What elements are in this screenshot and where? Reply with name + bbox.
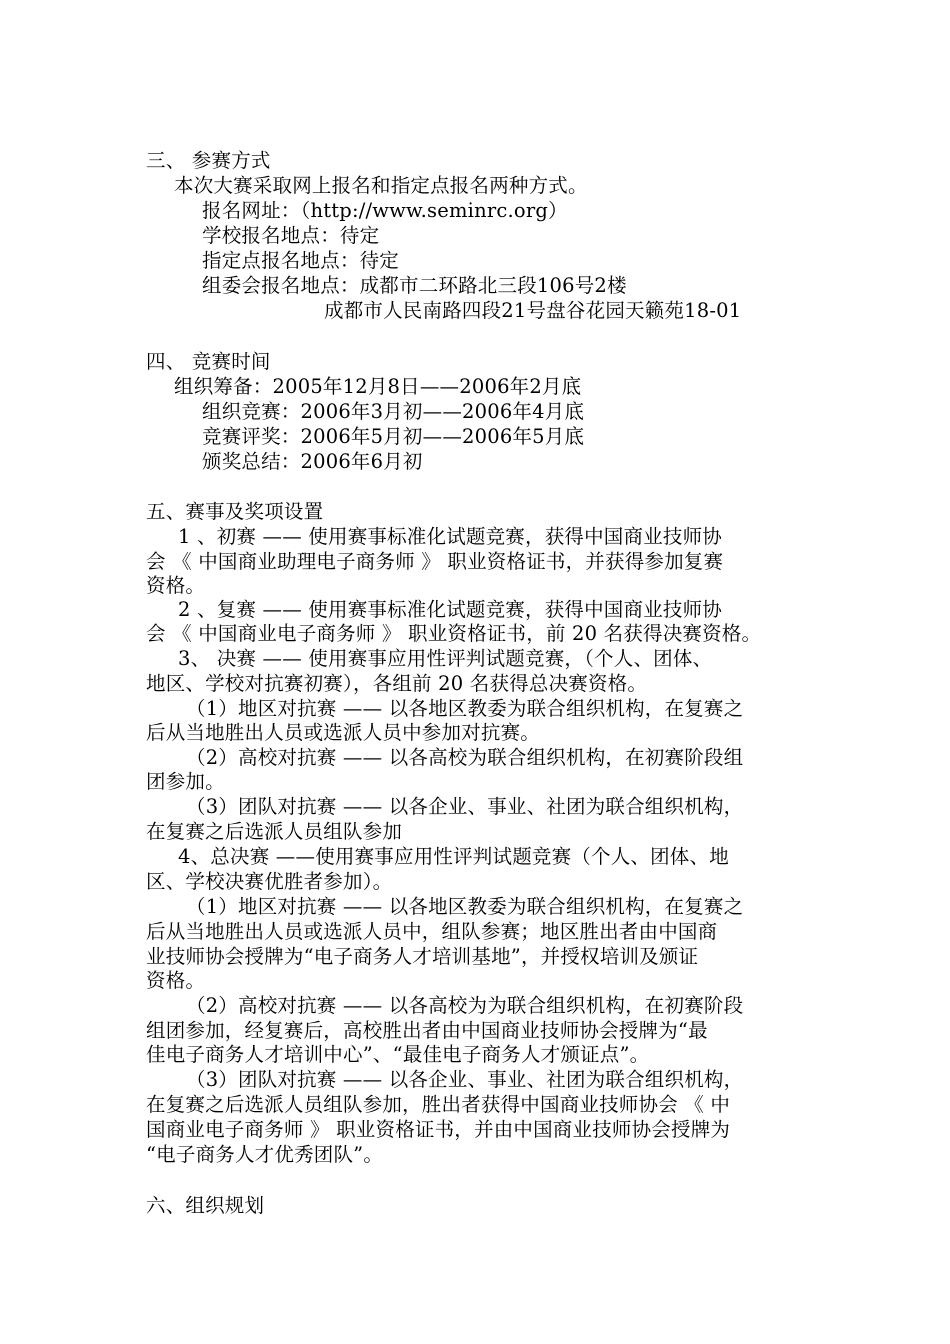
paragraph-line: （2）高校对抗赛 —— 以各高校为为联合组织机构，在初赛阶段 [186, 994, 744, 1017]
registration-website: 报名网址：（http://www.seminrc.org） [202, 199, 568, 222]
paragraph-line: 业技师协会授牌为“电子商务人才培训基地”，并授权培训及颁证 [146, 945, 699, 968]
section-5-heading: 五、赛事及奖项设置 [146, 500, 324, 523]
paragraph-line: （1）地区对抗赛 —— 以各地区教委为联合组织机构，在复赛之 [186, 895, 744, 918]
schedule-competition: 组织竞赛：2006年3月初——2006年4月底 [202, 400, 585, 423]
paragraph-line: 2 、复赛 —— 使用赛事标准化试题竞赛，获得中国商业技师协 [178, 598, 723, 621]
paragraph-line: （2）高校对抗赛 —— 以各高校为联合组织机构，在初赛阶段组 [186, 746, 744, 769]
paragraph-line: 会 《 中国商业电子商务师 》 职业资格证书，前 20 名获得决赛资格。 [146, 622, 762, 645]
schedule-judging: 竞赛评奖：2006年5月初——2006年5月底 [202, 425, 585, 448]
paragraph-line: （1）地区对抗赛 —— 以各地区教委为联合组织机构，在复赛之 [186, 697, 744, 720]
paragraph-line: “电子商务人才优秀团队”。 [146, 1143, 384, 1166]
paragraph-line: 4、总决赛 ——使用赛事应用性评判试题竞赛（个人、团体、地 [178, 845, 729, 868]
designated-registration-location: 指定点报名地点：待定 [202, 249, 400, 272]
paragraph-line: 团参加。 [146, 770, 225, 793]
paragraph-line: 资格。 [146, 969, 206, 992]
paragraph-line: 1 、初赛 —— 使用赛事标准化试题竞赛，获得中国商业技师协 [178, 525, 723, 548]
section-3-heading: 三、 参赛方式 [146, 149, 271, 172]
paragraph-line: 地区、学校对抗赛初赛），各组前 20 名获得总决赛资格。 [146, 672, 648, 695]
committee-registration-location: 组委会报名地点：成都市二环路北三段106号2楼 [202, 274, 627, 297]
paragraph-line: 3、 决赛 —— 使用赛事应用性评判试题竞赛，（个人、团体、 [178, 647, 713, 670]
paragraph-line: 在复赛之后选派人员组队参加 [146, 820, 403, 843]
paragraph-line: 后从当地胜出人员或选派人员中，组队参赛；地区胜出者由中国商 [146, 920, 718, 943]
section-6-heading: 六、组织规划 [146, 1194, 265, 1217]
paragraph-line: （3）团队对抗赛 —— 以各企业、事业、社团为联合组织机构， [186, 795, 744, 818]
committee-registration-location-2: 成都市人民南路四段21号盘谷花园天籁苑18-01 [324, 299, 742, 322]
paragraph-line: 后从当地胜出人员或选派人员中参加对抗赛。 [146, 721, 541, 744]
paragraph-line: 在复赛之后选派人员组队参加，胜出者获得中国商业技师协会 《 中 [146, 1093, 731, 1116]
schedule-award: 颁奖总结：2006年6月初 [202, 450, 423, 473]
paragraph-line: 资格。 [146, 574, 206, 597]
schedule-preparation: 组织筹备：2005年12月8日——2006年2月底 [174, 375, 582, 398]
paragraph-line: 组团参加，经复赛后，高校胜出者由中国商业技师协会授牌为“最 [146, 1019, 708, 1042]
paragraph-line: 区、学校决赛优胜者参加）。 [146, 870, 393, 893]
school-registration-location: 学校报名地点：待定 [202, 224, 380, 247]
paragraph-line: 佳电子商务人才培训中心”、“最佳电子商务人才颁证点”。 [146, 1043, 650, 1066]
paragraph-line: 国商业电子商务师 》 职业资格证书，并由中国商业技师协会授牌为 [146, 1118, 731, 1141]
paragraph-line: （3）团队对抗赛 —— 以各企业、事业、社团为联合组织机构， [186, 1068, 744, 1091]
section-3-intro: 本次大赛采取网上报名和指定点报名两种方式。 [174, 174, 588, 197]
section-4-heading: 四、 竞赛时间 [146, 350, 271, 373]
paragraph-line: 会 《 中国商业助理电子商务师 》 职业资格证书，并获得参加复赛 [146, 550, 724, 573]
